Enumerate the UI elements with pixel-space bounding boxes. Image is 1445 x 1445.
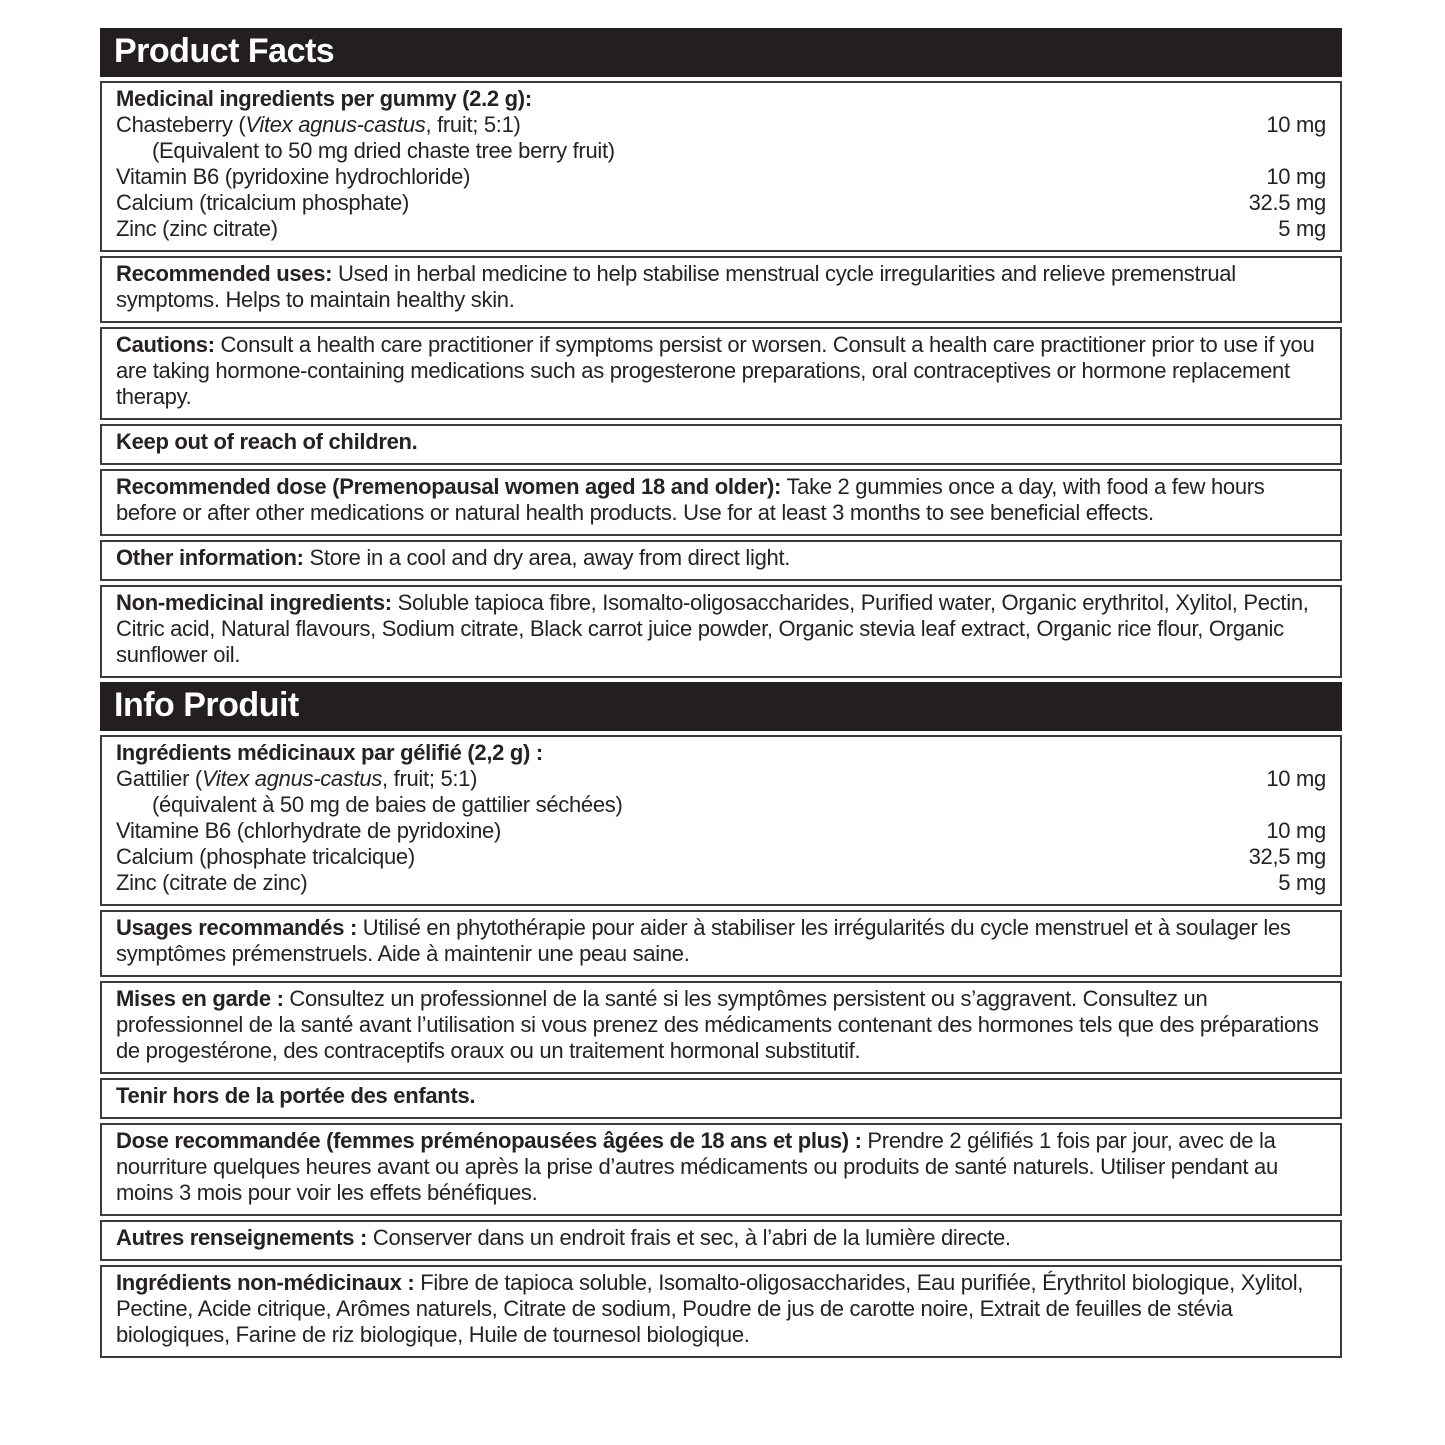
ingredient-name-suffix: , fruit; 5:1) [425, 112, 521, 137]
ingredient-name: Zinc (citrate de zinc) [116, 870, 308, 895]
ingredient-value: 10 mg [1266, 818, 1326, 843]
section-label: Other information: [116, 545, 304, 570]
ingredient-name-suffix: , fruit; 5:1) [382, 766, 478, 791]
fr-tenir-hors-de-portee-section [100, 1078, 1342, 1119]
section-body: Consult a health care practitioner if symptoms persist or worsen. Consult a health care practitioner prior to use if you are taking hormone-containing medications such as progesterone preparations, oral contraceptives or hormone replacement therapy. [116, 332, 1315, 409]
section-body: Utilisé en phytothérapie pour aider à stabiliser les irrégularités du cycle menstruel et à soulager les symptômes prémenstruels. Aide à maintenir une peau saine. [116, 915, 1291, 966]
section-paragraph [116, 1270, 1326, 1348]
ingredient-name-text: Chasteberry ( [116, 112, 246, 137]
section-label: Non-medicinal ingredients: [116, 590, 392, 615]
ingredient-equivalent-note: (équivalent à 50 mg de baies de gattilier séchées) [152, 792, 623, 817]
fr-ingredients-non-medicinaux-section [100, 1265, 1342, 1358]
section-body: Soluble tapioca fibre, Isomalto-oligosaccharides, Purified water, Organic erythritol, Xylitol, Pectin, Citric acid, Natural flavours, Sodium citrate, Black carrot juice powder, Organic stevia leaf extract, Organic rice flour, Organic sunflower oil. [116, 590, 1309, 667]
section-paragraph [116, 261, 1326, 313]
section-body: Take 2 gummies once a day, with food a few hours before or after other medications or natural health products. Use for at least 3 months to see beneficial effects. [116, 474, 1265, 525]
ingredient-name: Calcium (tricalcium phosphate) [116, 190, 409, 215]
fr-ingredients-heading: Ingrédients médicinaux par gélifié (2,2 g) : [116, 740, 543, 765]
en-recommended-uses-section [100, 256, 1342, 323]
section-label: Keep out of reach of children. [116, 429, 418, 454]
ingredient-name: Vitamine B6 (chlorhydrate de pyridoxine) [116, 818, 502, 843]
section-label: Recommended dose (Premenopausal women aged 18 and older): [116, 474, 782, 499]
en-non-medicinal-ingredients-section [100, 585, 1342, 678]
ingredient-equivalent-note: (Equivalent to 50 mg dried chaste tree berry fruit) [152, 138, 615, 163]
ingredient-name [116, 112, 1248, 138]
ingredient-name: Vitamin B6 (pyridoxine hydrochloride) [116, 164, 471, 189]
ingredient-value: 5 mg [1278, 216, 1326, 241]
section-label: Tenir hors de la portée des enfants. [116, 1083, 476, 1108]
ingredient-row [116, 216, 1326, 242]
ingredient-row [116, 138, 1326, 164]
ingredient-name: Calcium (phosphate tricalcique) [116, 844, 415, 869]
en-ingredients-heading: Medicinal ingredients per gummy (2.2 g): [116, 86, 532, 111]
ingredient-name [116, 766, 1248, 792]
supplement-facts-label [100, 28, 1342, 1362]
info-produit-title: Info Produit [114, 686, 299, 724]
fr-medicinal-ingredients-section [100, 735, 1342, 906]
ingredient-row [116, 870, 1326, 896]
section-paragraph [116, 1225, 1326, 1251]
section-paragraph [116, 474, 1326, 526]
fr-autres-renseignements-section [100, 1220, 1342, 1261]
section-body: Fibre de tapioca soluble, Isomalto-oligosaccharides, Eau purifiée, Érythritol biologique, Xylitol, Pectine, Acide citrique, Arômes naturels, Citrate de sodium, Poudre de jus de carotte noire, Extrait de feuilles de stévia biologiques, Farine de riz biologique, Huile de tournesol biologique. [116, 1270, 1304, 1347]
section-body: Consultez un professionnel de la santé si les symptômes persistent ou s’aggravent. Consultez un professionnel de la santé avant l’utilisation si vous prenez des médicaments contenant des hormones tels que des préparations de progestérone, des contraceptifs oraux ou un traitement hormonal substitutif. [116, 986, 1319, 1063]
section-label: Usages recommandés : [116, 915, 357, 940]
ingredient-row [116, 844, 1326, 870]
ingredient-row [116, 792, 1326, 818]
fr-dose-recommandee-section [100, 1123, 1342, 1216]
section-paragraph [116, 332, 1326, 410]
ingredient-latin-name: Vitex agnus-castus [245, 112, 426, 137]
ingredient-value: 32.5 mg [1248, 190, 1326, 215]
product-facts-title: Product Facts [114, 32, 335, 70]
section-paragraph [116, 590, 1326, 668]
ingredient-value: 32,5 mg [1248, 844, 1326, 869]
info-produit-header-bar [100, 682, 1342, 731]
ingredient-row [116, 164, 1326, 190]
ingredient-value: 10 mg [1266, 164, 1326, 189]
section-paragraph [116, 986, 1326, 1064]
en-medicinal-ingredients-section [100, 81, 1342, 252]
section-body: Conserver dans un endroit frais et sec, à l’abri de la lumière directe. [367, 1225, 1011, 1250]
section-label: Recommended uses: [116, 261, 333, 286]
ingredient-value: 10 mg [1266, 112, 1326, 137]
section-paragraph [116, 1083, 1326, 1109]
en-other-information-section [100, 540, 1342, 581]
product-facts-header-bar [100, 28, 1342, 77]
ingredient-value: 10 mg [1266, 766, 1326, 791]
en-recommended-dose-section [100, 469, 1342, 536]
ingredient-name: Zinc (zinc citrate) [116, 216, 278, 241]
ingredient-row [116, 818, 1326, 844]
fr-mises-en-garde-section [100, 981, 1342, 1074]
section-label: Ingrédients non-médicinaux : [116, 1270, 415, 1295]
section-body: Used in herbal medicine to help stabilise menstrual cycle irregularities and relieve premenstrual symptoms. Helps to maintain healthy skin. [116, 261, 1236, 312]
en-keep-out-of-reach-section [100, 424, 1342, 465]
section-label: Mises en garde : [116, 986, 284, 1011]
ingredient-value: 5 mg [1278, 870, 1326, 895]
section-label: Cautions: [116, 332, 215, 357]
en-cautions-section [100, 327, 1342, 420]
section-body: Store in a cool and dry area, away from direct light. [303, 545, 791, 570]
ingredient-row [116, 766, 1326, 792]
fr-usages-recommandes-section [100, 910, 1342, 977]
ingredient-name-text: Gattilier ( [116, 766, 202, 791]
section-paragraph [116, 429, 1326, 455]
section-label: Dose recommandée (femmes préménopausées âgées de 18 ans et plus) : [116, 1128, 862, 1153]
section-label: Autres renseignements : [116, 1225, 368, 1250]
ingredient-row [116, 190, 1326, 216]
section-paragraph [116, 1128, 1326, 1206]
section-paragraph [116, 545, 1326, 571]
section-body: Prendre 2 gélifiés 1 fois par jour, avec de la nourriture quelques heures avant ou après la prise d’autres médicaments ou produits de santé naturels. Utiliser pendant au moins 3 mois pour voir les effets bénéfiques. [116, 1128, 1278, 1205]
ingredient-row [116, 112, 1326, 138]
section-paragraph [116, 915, 1326, 967]
ingredient-latin-name: Vitex agnus-castus [201, 766, 383, 791]
